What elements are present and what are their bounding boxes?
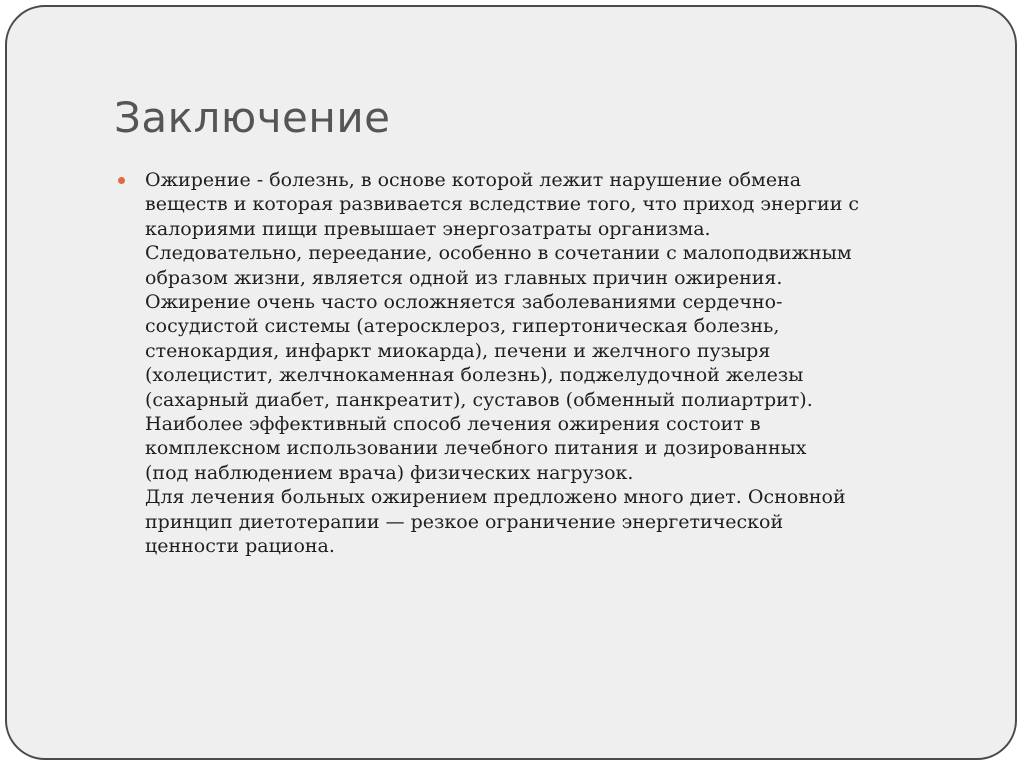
text-line: (холецистит, желчнокаменная болезнь), поджелудочной железы (145, 364, 804, 387)
text-line: веществ и которая развивается вследствие того, что приход энергии с (145, 193, 860, 216)
text-line: Ожирение очень часто осложняется заболеваниями сердечно- (145, 291, 783, 314)
text-line: Ожирение - болезнь, в основе которой лежит нарушение обмена (145, 169, 802, 191)
text-line: калориями пищи превышает энергозатраты организма. (145, 217, 711, 240)
text-line: Следовательно, переедание, особенно в сочетании с малоподвижным (145, 242, 852, 265)
text-line: комплексном использовании лечебного питания и дозированных (145, 437, 807, 460)
bullet-text (145, 168, 965, 559)
text-line: ценности рациона. (145, 535, 335, 558)
text-line: сосудистой системы (атеросклероз, гипертоническая болезнь, (145, 315, 780, 338)
bullet-dot-icon (118, 177, 125, 184)
text-line: принцип диетотерапии — резкое ограничение энергетической (145, 510, 784, 533)
text-line: (сахарный диабет, панкреатит), суставов (обменный полиартрит). (145, 388, 813, 411)
text-line: Наиболее эффективный способ лечения ожирения состоит в (145, 413, 761, 436)
text-line: (под наблюдением врача) физических нагрузок. (145, 461, 634, 484)
slide-title: Заключение (114, 93, 391, 142)
text-line: Для лечения больных ожирением предложено много диет. Основной (145, 486, 846, 509)
slide (5, 5, 1017, 760)
text-line: образом жизни, является одной из главных причин ожирения. (145, 266, 783, 289)
text-line: стенокардия, инфаркт миокарда), печени и желчного пузыря (145, 339, 771, 362)
